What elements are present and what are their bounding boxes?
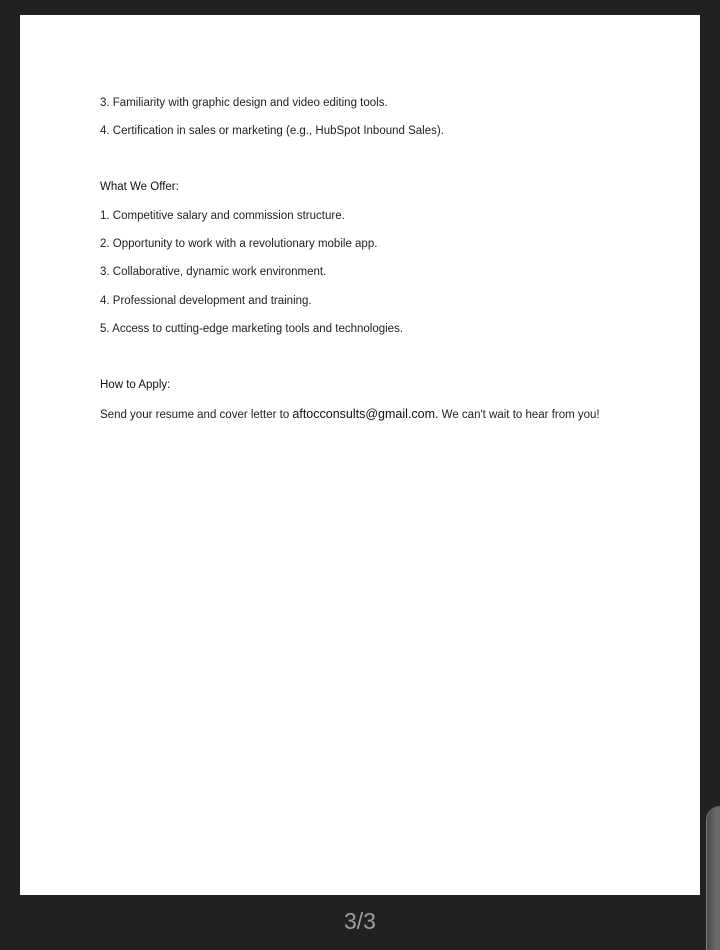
offer-item-2: 2. Opportunity to work with a revolutionary mobile app.	[100, 238, 378, 250]
requirement-item-4: 4. Certification in sales or marketing (e.g., HubSpot Inbound Sales).	[100, 125, 444, 137]
apply-text-after: We can't wait to hear from you!	[438, 409, 600, 421]
offer-item-1: 1. Competitive salary and commission structure.	[100, 210, 345, 222]
apply-paragraph	[100, 406, 605, 424]
scroll-handle[interactable]	[706, 806, 720, 950]
document-page	[20, 15, 700, 895]
apply-text-before: Send your resume and cover letter to	[100, 409, 293, 421]
apply-heading: How to Apply:	[100, 379, 171, 391]
page-number-indicator: 3/3	[344, 908, 376, 934]
offer-item-3: 3. Collaborative, dynamic work environment.	[100, 266, 327, 278]
offer-item-5: 5. Access to cutting-edge marketing tools and technologies.	[100, 323, 404, 335]
offer-heading: What We Offer:	[100, 181, 179, 193]
requirement-item-3: 3. Familiarity with graphic design and video editing tools.	[100, 97, 388, 109]
offer-item-4: 4. Professional development and training.	[100, 295, 312, 307]
email-address: aftocconsults@gmail.com.	[292, 407, 439, 421]
